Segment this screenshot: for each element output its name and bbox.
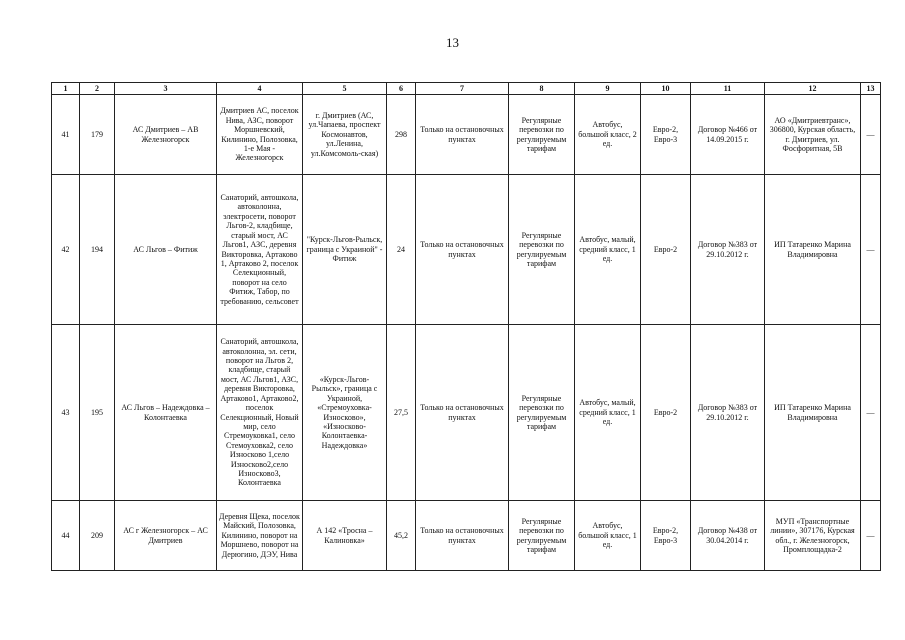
eco-class: Евро-2, Евро-3 bbox=[641, 95, 691, 175]
route-length: 24 bbox=[387, 175, 416, 325]
contract: Договор №383 от 29.10.2012 г. bbox=[691, 175, 765, 325]
note: — bbox=[861, 95, 881, 175]
page-number: 13 bbox=[446, 35, 459, 50]
route-name: АС Льгов – Фитиж bbox=[115, 175, 217, 325]
column-header: 1 bbox=[52, 83, 80, 95]
row-number: 43 bbox=[52, 325, 80, 501]
transport-type: Регулярные перевозки по регулируемым тарифам bbox=[509, 95, 575, 175]
row-number: 42 bbox=[52, 175, 80, 325]
route-name: АС г Железногорск – АС Дмитриев bbox=[115, 501, 217, 571]
header-row bbox=[52, 83, 881, 95]
route-streets: "Курск-Льгов-Рыльск, граница с Украиной" - Фитиж bbox=[303, 175, 387, 325]
route-number: 195 bbox=[80, 325, 115, 501]
table-row bbox=[52, 501, 881, 571]
route-number: 194 bbox=[80, 175, 115, 325]
column-header: 5 bbox=[303, 83, 387, 95]
column-header: 6 bbox=[387, 83, 416, 95]
note: — bbox=[861, 175, 881, 325]
eco-class: Евро-2 bbox=[641, 325, 691, 501]
column-header: 4 bbox=[217, 83, 303, 95]
route-name: АС Дмитриев – АВ Железногорск bbox=[115, 95, 217, 175]
route-number: 179 bbox=[80, 95, 115, 175]
route-name: АС Льгов – Надеждовка – Колонтаевка bbox=[115, 325, 217, 501]
vehicles: Автобус, большой класс, 1 ед. bbox=[575, 501, 641, 571]
column-header: 13 bbox=[861, 83, 881, 95]
route-number: 209 bbox=[80, 501, 115, 571]
route-streets: г. Дмитриев (АС, ул.Чапаева, проспект Космонавтов, ул.Ленина, ул.Комсомоль-ская) bbox=[303, 95, 387, 175]
contract: Договор №383 от 29.10.2012 г. bbox=[691, 325, 765, 501]
transport-type: Регулярные перевозки по регулируемым тарифам bbox=[509, 175, 575, 325]
column-header: 7 bbox=[416, 83, 509, 95]
table-row bbox=[52, 95, 881, 175]
column-header: 3 bbox=[115, 83, 217, 95]
vehicles: Автобус, малый, средний класс, 1 ед. bbox=[575, 175, 641, 325]
route-stops: Деревня Щека, поселок Майский, Полозовка, Килинино, поворот на Моршнево, поворот на Дерюгино, ДЭУ, Нива bbox=[217, 501, 303, 571]
carrier: МУП «Транспортные линии», 307176, Курская обл., г. Железногорск, Промплощадка-2 bbox=[765, 501, 861, 571]
contract: Договор №438 от 30.04.2014 г. bbox=[691, 501, 765, 571]
vehicles: Автобус, большой класс, 2 ед. bbox=[575, 95, 641, 175]
carrier: ИП Татаренко Марина Владимировна bbox=[765, 175, 861, 325]
stop-order: Только на остановочных пунктах bbox=[416, 325, 509, 501]
route-stops: Дмитриев АС, поселок Нива, АЗС, поворот Моршневский, Килинино, Полозовка, 1-е Мая - Железногорск bbox=[217, 95, 303, 175]
stop-order: Только на остановочных пунктах bbox=[416, 501, 509, 571]
route-stops: Санаторий, автошкола, автоколонна, электросети, поворот Льгов-2, кладбище, старый мост, АС Льгов1, АЗС, деревня Викторовка, Артаково 1, Артаково 2, поселок Селекционный, поворот на село Фитиж, Табор, по требованию, сельсовет bbox=[217, 175, 303, 325]
eco-class: Евро-2 bbox=[641, 175, 691, 325]
note: — bbox=[861, 501, 881, 571]
transport-type: Регулярные перевозки по регулируемым тарифам bbox=[509, 501, 575, 571]
table-row bbox=[52, 175, 881, 325]
route-streets: «Курск-Льгов-Рыльск», граница с Украиной, «Стремоуховка-Износково», «Износково-Колонтаевка-Надеждовка» bbox=[303, 325, 387, 501]
transport-type: Регулярные перевозки по регулируемым тарифам bbox=[509, 325, 575, 501]
route-length: 45,2 bbox=[387, 501, 416, 571]
contract: Договор №466 от 14.09.2015 г. bbox=[691, 95, 765, 175]
stop-order: Только на остановочных пунктах bbox=[416, 95, 509, 175]
table-row bbox=[52, 325, 881, 501]
column-header: 12 bbox=[765, 83, 861, 95]
route-length: 27,5 bbox=[387, 325, 416, 501]
vehicles: Автобус, малый, средний класс, 1 ед. bbox=[575, 325, 641, 501]
column-header: 8 bbox=[509, 83, 575, 95]
route-stops: Санаторий, автошкола, автоколонна, эл. сети, поворот на Льгов 2, кладбище, старый мост, АС Льгов1, АЗС, деревня Викторовка, Артаково1, Артаково2, поселок Селекционный, Новый мир, село Стремоуковка1, село Стемоуховка2, село Износково 1,село Износково2,село Износково3, Колонтаевка bbox=[217, 325, 303, 501]
column-header: 2 bbox=[80, 83, 115, 95]
row-number: 41 bbox=[52, 95, 80, 175]
route-length: 298 bbox=[387, 95, 416, 175]
eco-class: Евро-2, Евро-3 bbox=[641, 501, 691, 571]
route-streets: А 142 «Тросна – Калиновка» bbox=[303, 501, 387, 571]
column-header: 10 bbox=[641, 83, 691, 95]
column-header: 9 bbox=[575, 83, 641, 95]
routes-table bbox=[51, 82, 881, 571]
note: — bbox=[861, 325, 881, 501]
carrier: ИП Татаренко Марина Владимировна bbox=[765, 325, 861, 501]
column-header: 11 bbox=[691, 83, 765, 95]
stop-order: Только на остановочных пунктах bbox=[416, 175, 509, 325]
carrier: АО «Дмитриевтранс», 306800, Курская область, г. Дмитриев, ул. Фосфоритная, 5В bbox=[765, 95, 861, 175]
row-number: 44 bbox=[52, 501, 80, 571]
